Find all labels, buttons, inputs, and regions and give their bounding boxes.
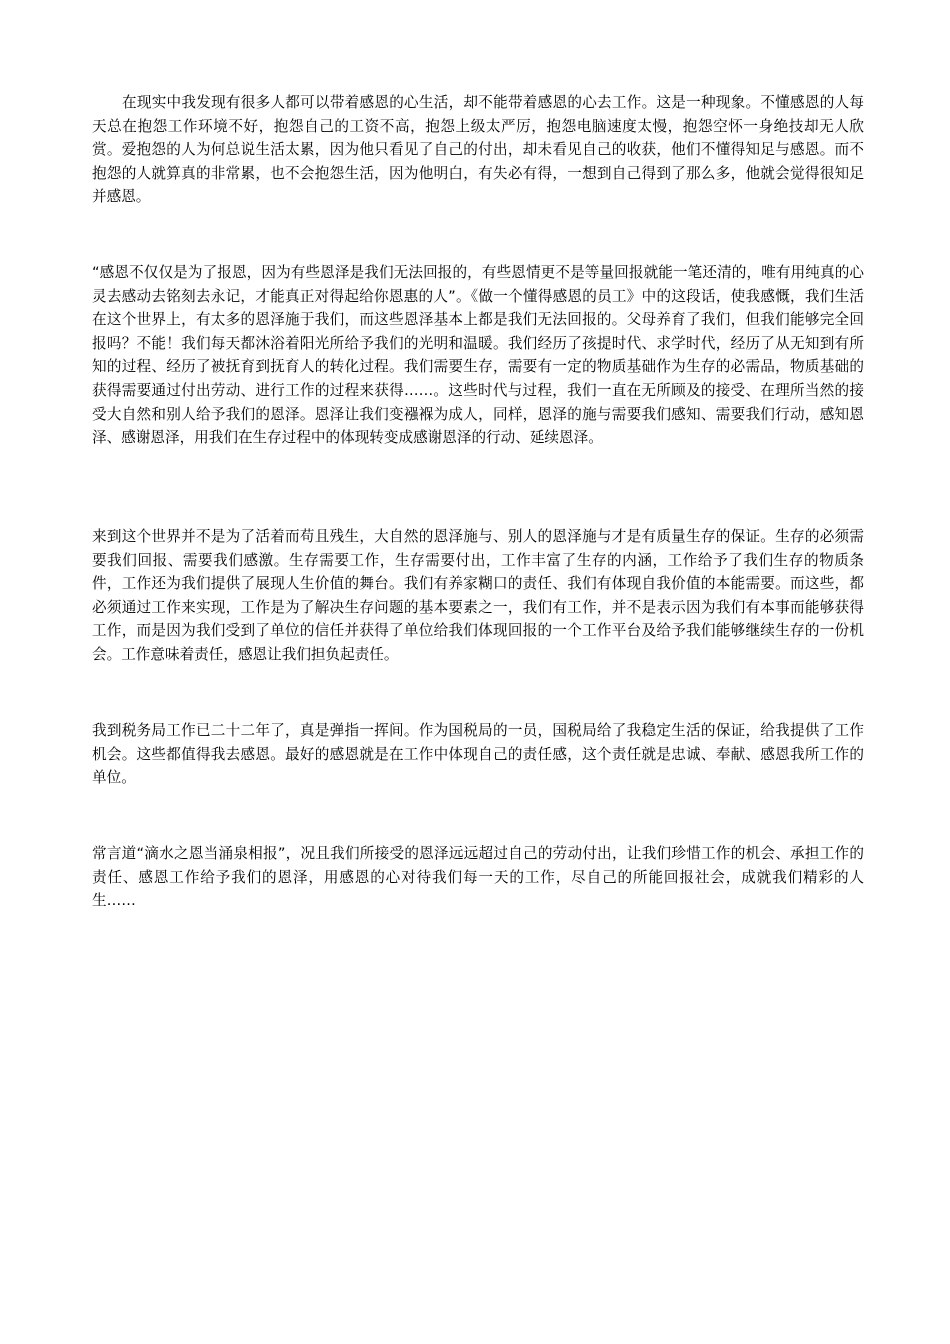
paragraph-4: 我到税务局工作已二十二年了，真是弹指一挥间。作为国税局的一员，国税局给了我稳定生活的保证，给我提供了工作机会。这些都值得我去感恩。最好的感恩就是在工作中体现自己的责任感，这个责任就是忠诚、奉献、感恩我所工作的单位。 <box>92 722 864 787</box>
paragraph-5: 常言道“滴水之恩当涌泉相报”，况且我们所接受的恩泽远远超过自己的劳动付出，让我们珍惜工作的机会、承担工作的责任、感恩工作给予我们的恩泽，用感恩的心对待我们每一天的工作，尽自己的所能回报社会，成就我们精彩的人生…… <box>92 845 864 910</box>
paragraph-2: “感恩不仅仅是为了报恩，因为有些恩泽是我们无法回报的，有些恩情更不是等量回报就能一笔还清的，唯有用纯真的心灵去感动去铭刻去永记，才能真正对得起给你恩惠的人”。《做一个懂得感恩的员工》中的这段话，使我感慨，我们生活在这个世界上，有太多的恩泽施于我们，而这些恩泽基本上都是我们无法回报的。父母养育了我们，但我们能够完全回报吗？不能！我们每天都沐浴着阳光所给予我们的光明和温暖。我们经历了孩提时代、求学时代，经历了从无知到有所知的过程、经历了被抚育到抚育人的转化过程。我们需要生存，需要有一定的物质基础作为生存的必需品，物质基础的获得需要通过付出劳动、进行工作的过程来获得……。这些时代与过程，我们一直在无所顾及的接受、在理所当然的接受大自然和别人给予我们的恩泽。恩泽让我们变襁褓为成人，同样，恩泽的施与需要我们感知、需要我们行动，感知恩泽、感谢恩泽，用我们在生存过程中的体现转变成感谢恩泽的行动、延续恩泽。 <box>92 264 864 447</box>
paragraph-3: 来到这个世界并不是为了活着而苟且残生，大自然的恩泽施与、别人的恩泽施与才是有质量生存的保证。生存的必须需要我们回报、需要我们感激。生存需要工作，生存需要付出，工作丰富了生存的内涵，工作给予了我们生存的物质条件，工作还为我们提供了展现人生价值的舞台。我们有养家糊口的责任、我们有体现自我价值的本能需要。而这些，都必须通过工作来实现，工作是为了解决生存问题的基本要素之一，我们有工作，并不是表示因为我们有本事而能够获得工作，而是因为我们受到了单位的信任并获得了单位给我们体现回报的一个工作平台及给予我们能够继续生存的一份机会。工作意味着责任，感恩让我们担负起责任。 <box>92 528 864 663</box>
paragraph-1: 在现实中我发现有很多人都可以带着感恩的心生活，却不能带着感恩的心去工作。这是一种现象。不懂感恩的人每天总在抱怨工作环境不好，抱怨自己的工资不高，抱怨上级太严厉，抱怨电脑速度太慢，抱怨空怀一身绝技却无人欣赏。爱抱怨的人为何总说生活太累，因为他只看见了自己的付出，却未看见自己的收获，他们不懂得知足与感恩。而不抱怨的人就算真的非常累，也不会抱怨生活，因为他明白，有失必有得，一想到自己得到了那么多，他就会觉得很知足并感恩。 <box>92 94 864 206</box>
